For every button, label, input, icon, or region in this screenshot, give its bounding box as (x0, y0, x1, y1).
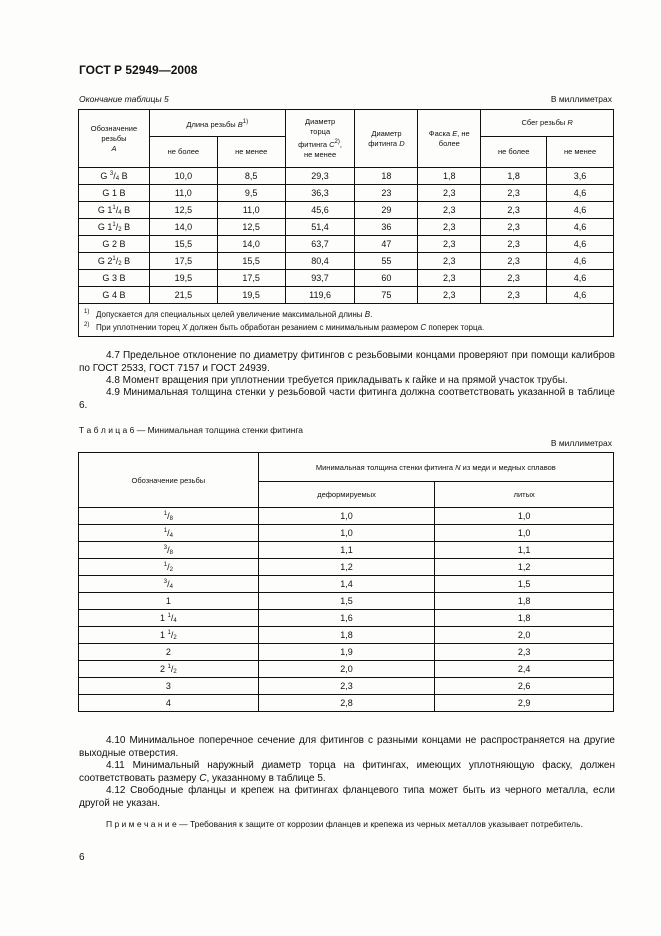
t6-cell-cast: 1,5 (435, 576, 614, 593)
thread-whole: 3 (111, 273, 117, 283)
t5-cell-e: 2,3 (418, 270, 481, 287)
t6-cell-designation: $^1/_2$ (79, 559, 259, 576)
t5-cell-bmin: 12,5 (217, 219, 285, 236)
thread-whole: 1 (107, 221, 113, 232)
thread-class: B (119, 188, 126, 198)
thread-denominator: 2 (169, 566, 173, 573)
t6-cell-wrought: 1,2 (258, 559, 435, 576)
t5-cell-c: 119,6 (285, 287, 355, 304)
thread-class: B (124, 255, 131, 266)
t6-cell-cast: 1,8 (435, 610, 614, 627)
t6-cell-wrought: 2,8 (258, 695, 435, 712)
thread-whole: 4 (111, 290, 117, 300)
t5-cell-d: 75 (355, 287, 418, 304)
t5-cell-designation: G $^3/_4$ B (79, 168, 150, 185)
thread-class: B (119, 239, 126, 249)
table-row (79, 253, 614, 270)
t5-cell-rmin: 4,6 (547, 219, 614, 236)
t5-cell-designation: G $1^1/_4$ B (79, 202, 150, 219)
t5-cell-rmin: 4,6 (547, 185, 614, 202)
thread-numerator: 1 (163, 510, 168, 517)
t5-cell-bmax: 21,5 (149, 287, 217, 304)
table-row (79, 593, 614, 610)
thread-denominator: 4 (115, 175, 120, 182)
thread-whole: 1 (159, 612, 165, 623)
thread-denominator: 8 (169, 515, 173, 522)
document-header: ГОСТ Р 52949—2008 (79, 63, 198, 77)
thread-denominator: 2 (173, 634, 177, 641)
t5-cell-e: 1,8 (418, 168, 481, 185)
t5-header-runout: Сбег резьбы R (481, 110, 614, 137)
thread-denominator: 2 (173, 668, 177, 675)
thread-numerator: 1 (112, 221, 116, 228)
thread-numerator: 1 (167, 663, 171, 670)
table-row (79, 508, 614, 525)
t5-cell-c: 36,3 (285, 185, 355, 202)
thread-numerator: 1 (112, 255, 116, 262)
thread-whole: 2 (159, 663, 165, 674)
t5-cell-rmin: 4,6 (547, 270, 614, 287)
t5-footnote-1: $^{1)}$ Допускается для специальных целей увеличение максимальной длины B. (84, 309, 373, 319)
t5-cell-d: 55 (355, 253, 418, 270)
t5-header-designation: Обозначение резьбы A (79, 110, 150, 168)
t6-cell-designation (79, 678, 259, 695)
t6-cell-wrought: 1,1 (258, 542, 435, 559)
table-row (79, 270, 614, 287)
t5-cell-rmax: 2,3 (481, 253, 547, 270)
thread-whole: 1 (107, 204, 113, 215)
t5-cell-e: 2,3 (418, 236, 481, 253)
table6-caption: Т а б л и ц а 6 — Минимальная толщина стенки фитинга (79, 425, 304, 435)
t5-header-face-diameter: Диаметр торца фитинга $C^{2)}$, не менее (285, 110, 355, 168)
t5-cell-rmin: 4,6 (547, 202, 614, 219)
t6-cell-cast: 1,8 (435, 593, 614, 610)
table-row (79, 695, 614, 712)
thread-g: G (102, 188, 110, 198)
t5-cell-bmin: 11,0 (217, 202, 285, 219)
thread-whole: 1 (165, 596, 171, 606)
t6-cell-designation: $^1/_4$ (79, 525, 259, 542)
t5-cell-bmin: 15,5 (217, 253, 285, 270)
t6-cell-wrought: 1,9 (258, 644, 435, 661)
t6-header-wrought: деформируемых (258, 482, 435, 508)
t5-cell-bmax: 12,5 (149, 202, 217, 219)
t5-header-fitting-diameter: Диаметр фитинга D (355, 110, 418, 168)
thread-whole: 3 (165, 681, 171, 691)
thread-whole: 1 (111, 188, 117, 198)
t5-footnotes (79, 304, 614, 337)
table-row (79, 559, 614, 576)
t5-cell-e: 2,3 (418, 287, 481, 304)
t6-cell-designation: 1 $^1/_4$ (79, 610, 259, 627)
t6-cell-designation (79, 695, 259, 712)
t5-cell-bmax: 11,0 (149, 185, 217, 202)
t5-header-bmin: не менее (217, 137, 285, 168)
thread-g: G (97, 255, 105, 266)
thread-class: B (121, 170, 128, 181)
table-row (79, 644, 614, 661)
t5-cell-bmax: 14,0 (149, 219, 217, 236)
paragraph-4-7: 4.7 Предельное отклонение по диаметру фитингов с резьбовыми концами проверяют при помощи калибров по ГОСТ 2533, ГОСТ 7157 и ГОСТ 24939. (79, 350, 615, 374)
t6-cell-cast: 2,0 (435, 627, 614, 644)
t5-header-rmin: не менее (547, 137, 614, 168)
table-row (79, 627, 614, 644)
table-row (79, 185, 614, 202)
t5-cell-rmin: 4,6 (547, 287, 614, 304)
t5-cell-c: 51,4 (285, 219, 355, 236)
t5-header-rmax: не более (481, 137, 547, 168)
t6-cell-cast: 1,0 (435, 508, 614, 525)
table-row (79, 610, 614, 627)
t5-cell-rmin: 4,6 (547, 253, 614, 270)
t5-cell-bmax: 10,0 (149, 168, 217, 185)
t5-cell-d: 60 (355, 270, 418, 287)
t5-cell-rmin: 3,6 (547, 168, 614, 185)
t5-cell-d: 29 (355, 202, 418, 219)
t6-cell-wrought: 1,0 (258, 508, 435, 525)
t5-cell-rmax: 2,3 (481, 185, 547, 202)
t6-cell-cast: 2,4 (435, 661, 614, 678)
t6-cell-cast: 2,6 (435, 678, 614, 695)
t5-cell-d: 23 (355, 185, 418, 202)
t6-cell-designation: $^3/_8$ (79, 542, 259, 559)
table-row (79, 542, 614, 559)
t5-cell-e: 2,3 (418, 202, 481, 219)
thread-class: B (124, 221, 131, 232)
table-row (79, 168, 614, 185)
t5-cell-rmax: 2,3 (481, 219, 547, 236)
thread-denominator: 4 (173, 617, 177, 624)
t5-cell-bmin: 17,5 (217, 270, 285, 287)
t5-cell-designation (79, 236, 150, 253)
thread-class: B (124, 204, 131, 215)
t5-header-thread-length: Длина резьбы $B^{1)}$ (149, 110, 285, 137)
thread-g: G (102, 273, 110, 283)
t5-cell-designation: G $1^1/_2$ B (79, 219, 150, 236)
t5-cell-bmax: 17,5 (149, 253, 217, 270)
table-row (79, 525, 614, 542)
thread-g: G (100, 170, 108, 181)
note: П р и м е ч а н и е — Требования к защите от коррозии фланцев и крепежа из черных металлов указывает потребитель. (106, 819, 583, 829)
thread-numerator: 3 (163, 578, 168, 585)
thread-class: B (119, 273, 126, 283)
thread-numerator: 3 (163, 544, 168, 551)
t5-cell-c: 80,4 (285, 253, 355, 270)
thread-denominator: 2 (118, 226, 122, 233)
paragraph-4-11: 4.11 Минимальный наружный диаметр торца на фитингах, имеющих уплотняющую фаску, должен соответствовать размеру C, указанному в таблице 5. (79, 760, 615, 784)
page-number: 6 (79, 852, 85, 863)
t5-cell-d: 47 (355, 236, 418, 253)
t5-cell-c: 29,3 (285, 168, 355, 185)
thread-numerator: 3 (109, 170, 114, 177)
thread-whole: 1 (159, 629, 165, 640)
thread-g: G (102, 290, 110, 300)
thread-class: B (119, 290, 126, 300)
t6-cell-cast: 2,9 (435, 695, 614, 712)
thread-denominator: 8 (169, 549, 173, 556)
thread-denominator: 4 (169, 532, 173, 539)
thread-g: G (97, 221, 105, 232)
table-5 (78, 109, 614, 337)
thread-numerator: 1 (163, 561, 168, 568)
thread-whole: 2 (107, 255, 113, 266)
t5-cell-rmax: 1,8 (481, 168, 547, 185)
t5-cell-e: 2,3 (418, 253, 481, 270)
t5-cell-d: 36 (355, 219, 418, 236)
thread-denominator: 4 (118, 209, 122, 216)
table-row (79, 576, 614, 593)
t5-cell-bmin: 14,0 (217, 236, 285, 253)
t6-cell-cast: 1,2 (435, 559, 614, 576)
t5-cell-bmin: 9,5 (217, 185, 285, 202)
thread-numerator: 1 (167, 612, 171, 619)
t5-cell-c: 93,7 (285, 270, 355, 287)
t6-cell-cast: 2,3 (435, 644, 614, 661)
thread-numerator: 1 (167, 629, 171, 636)
t5-cell-c: 63,7 (285, 236, 355, 253)
t6-cell-designation (79, 593, 259, 610)
t5-cell-rmin: 4,6 (547, 236, 614, 253)
thread-g: G (97, 204, 105, 215)
table-row (79, 661, 614, 678)
table-row (79, 287, 614, 304)
t5-header-chamfer: Фаска E, не более (418, 110, 481, 168)
t6-cell-wrought: 1,6 (258, 610, 435, 627)
thread-whole: 2 (165, 647, 171, 657)
t5-header-bmax: не более (149, 137, 217, 168)
t5-cell-bmin: 8,5 (217, 168, 285, 185)
table-6 (78, 452, 614, 712)
paragraph-4-9: 4.9 Минимальная толщина стенки у резьбовой части фитинга должна соответствовать указанной в таблице 6. (79, 387, 615, 411)
t5-cell-e: 2,3 (418, 219, 481, 236)
t5-cell-bmax: 19,5 (149, 270, 217, 287)
t5-cell-designation (79, 270, 150, 287)
t5-cell-designation (79, 185, 150, 202)
t5-cell-bmin: 19,5 (217, 287, 285, 304)
t6-header-thickness: Минимальная толщина стенки фитинга N из меди и медных сплавов (258, 453, 613, 482)
table-row (79, 678, 614, 695)
table-row (79, 219, 614, 236)
paragraph-4-8: 4.8 Момент вращения при уплотнении требуется прикладывать к гайке и на прямой участок трубы. (106, 375, 568, 386)
t5-cell-rmax: 2,3 (481, 236, 547, 253)
t6-header-designation: Обозначение резьбы (79, 453, 259, 508)
t5-cell-bmax: 15,5 (149, 236, 217, 253)
t6-cell-designation: 1 $^1/_2$ (79, 627, 259, 644)
t5-cell-c: 45,6 (285, 202, 355, 219)
t5-footnote-2: $^{2)}$ При уплотнении торец X должен быть обработан резанием с минимальным размером C поперек торца. (84, 322, 485, 332)
thread-whole: 2 (111, 239, 117, 249)
table5-units: В миллиметрах (550, 94, 612, 104)
thread-numerator: 1 (163, 527, 168, 534)
paragraph-4-12: 4.12 Свободные фланцы и крепеж на фитингах фланцевого типа может быть из черного металла, если другой не указан. (79, 785, 615, 809)
t6-cell-wrought: 1,8 (258, 627, 435, 644)
t6-cell-cast: 1,1 (435, 542, 614, 559)
table-row (79, 202, 614, 219)
table-row (79, 236, 614, 253)
t6-cell-cast: 1,0 (435, 525, 614, 542)
thread-whole: 4 (165, 698, 171, 708)
t6-cell-wrought: 2,0 (258, 661, 435, 678)
t6-cell-wrought: 1,4 (258, 576, 435, 593)
t5-cell-rmax: 2,3 (481, 287, 547, 304)
thread-denominator: 4 (169, 583, 173, 590)
t5-cell-d: 18 (355, 168, 418, 185)
thread-denominator: 2 (118, 260, 122, 267)
t6-cell-designation: $^1/_8$ (79, 508, 259, 525)
t5-cell-designation (79, 287, 150, 304)
t6-cell-designation (79, 644, 259, 661)
t6-cell-wrought: 1,0 (258, 525, 435, 542)
t5-cell-rmax: 2,3 (481, 270, 547, 287)
t6-cell-wrought: 1,5 (258, 593, 435, 610)
paragraph-4-10: 4.10 Минимальное поперечное сечение для фитингов с разными концами не распространяется на другие выходные отверстия. (79, 735, 615, 759)
t6-cell-wrought: 2,3 (258, 678, 435, 695)
t5-cell-e: 2,3 (418, 185, 481, 202)
t6-header-cast: литых (435, 482, 614, 508)
t6-cell-designation: 2 $^1/_2$ (79, 661, 259, 678)
table6-units: В миллиметрах (550, 438, 612, 448)
t5-cell-designation: G $2^1/_2$ B (79, 253, 150, 270)
thread-numerator: 1 (112, 204, 116, 211)
thread-g: G (102, 239, 110, 249)
t5-cell-rmax: 2,3 (481, 202, 547, 219)
table5-caption: Окончание таблицы 5 (79, 94, 169, 104)
t6-cell-designation: $^3/_4$ (79, 576, 259, 593)
